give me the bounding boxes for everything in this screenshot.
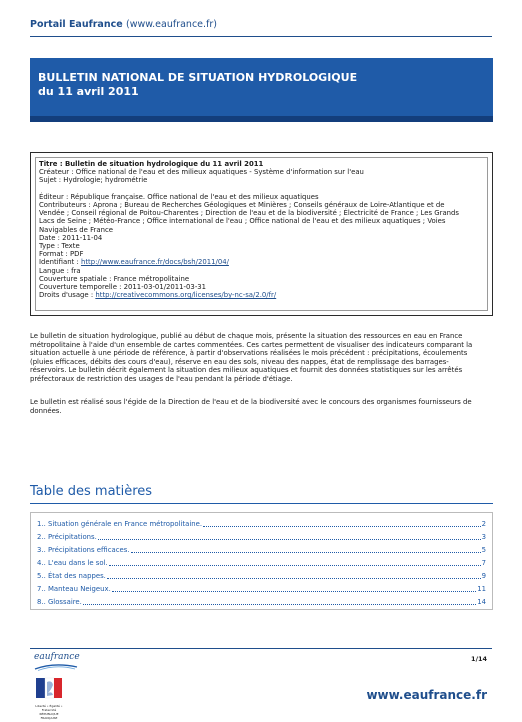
- marianne-flag-icon: [34, 676, 64, 704]
- credit-line: Le bulletin est réalisé sous l'égide de la Direction de l'eau et de la biodiversité avec le concours des organismes fournisseurs de: [30, 398, 472, 406]
- intro-paragraph: [30, 332, 493, 384]
- meta-createur: Créateur : Office national de l'eau et des milieux aquatiques - Système d'information sur l'eau: [39, 168, 364, 177]
- toc-entry-label: 4.. L'eau dans le sol.: [37, 559, 108, 567]
- toc-entry[interactable]: [37, 559, 486, 568]
- intro-line: réservoirs. Le bulletin décrit également la situation des milieux aquatiques et fournit des données statistiques sur les arrêtés: [30, 366, 463, 375]
- toc-entry[interactable]: [37, 520, 486, 529]
- toc-box: [30, 512, 493, 610]
- republique-caption: Liberté • Égalité • Fraternité RÉPUBLIQUE FRANÇAISE: [35, 704, 63, 720]
- toc-entry-label: 7.. Manteau Neigeux.: [37, 585, 111, 593]
- toc-entry-page: 9: [481, 572, 486, 580]
- bulletin-title: [38, 71, 357, 99]
- meta-couverture-temporelle: Couverture temporelle : 2011-03-01/2011-03-31: [39, 283, 207, 292]
- marianne-logo: [34, 676, 64, 720]
- toc-entry-label: 8.. Glossaire.: [37, 598, 82, 606]
- meta-contributeurs-3: Lacs de Seine ; Météo-France ; Office international de l'eau ; Office national de l'eau et des milieux aquatiques ; Voies: [39, 217, 446, 226]
- meta-format: Format : PDF: [39, 250, 84, 259]
- bulletin-title-line2: du 11 avril 2011: [38, 85, 139, 98]
- eaufrance-logo: eaufrance: [34, 652, 80, 662]
- toc-leader: [131, 552, 481, 553]
- page-number: 1/14: [471, 655, 487, 663]
- toc-entry-label: 5.. État des nappes.: [37, 572, 106, 580]
- metadata-box: [30, 152, 493, 316]
- droits-link[interactable]: http://creativecommons.org/licenses/by-nc-sa/2.0/fr/: [95, 291, 277, 300]
- eaufrance-swoosh-icon: [34, 663, 78, 671]
- toc-entry-label: 2.. Précipitations.: [37, 533, 97, 541]
- meta-langue: Langue : fra: [39, 266, 81, 275]
- toc-entry-page: 7: [481, 559, 486, 567]
- meta-sujet: Sujet : Hydrologie; hydrométrie: [39, 176, 148, 185]
- toc-entry-page: 5: [481, 546, 486, 554]
- meta-date: Date : 2011-11-04: [39, 233, 103, 242]
- toc-leader: [112, 591, 476, 592]
- header-divider: [30, 36, 492, 37]
- toc-entry-label: 1.. Situation générale en France métropolitaine.: [37, 520, 203, 528]
- meta-spacer: [39, 185, 484, 193]
- intro-line: Le bulletin de situation hydrologique, publié au début de chaque mois, présente la situation des ressources en eau en France: [30, 332, 463, 340]
- toc-leader: [203, 526, 481, 527]
- toc-entry-page: 3: [481, 533, 486, 541]
- toc-divider: [30, 503, 493, 504]
- toc-leader: [107, 578, 481, 579]
- meta-editeur: Éditeur : République française. Office national de l'eau et des milieux aquatiques: [39, 192, 319, 201]
- toc-entry[interactable]: [37, 546, 486, 555]
- portal-header: [30, 19, 217, 30]
- meta-contributeurs-2: Vendée ; Conseil régional de Poitou-Charentes ; Direction de l'eau et de la biodiversité ; Électricité de France ; Les Grands: [39, 209, 460, 218]
- intro-line: métropolitaine à l'aide d'un ensemble de cartes commentées. Ces cartes permettent de visualiser des indicateurs comparant la: [30, 340, 473, 349]
- toc-entry-page: 11: [477, 585, 486, 593]
- toc-leader: [83, 604, 476, 605]
- toc-entry[interactable]: [37, 598, 486, 607]
- bulletin-title-line1: BULLETIN NATIONAL DE SITUATION HYDROLOGIQUE: [38, 71, 358, 84]
- toc-heading: Table des matières: [30, 484, 153, 499]
- portal-name: Portail Eaufrance: [30, 19, 123, 30]
- meta-droits-label: Droits d'usage :: [39, 291, 96, 300]
- credit-paragraph: [30, 398, 493, 415]
- metadata-inner: [35, 157, 488, 311]
- intro-line: (pluies efficaces, débits des cours d'eau), réserve en eau des sols, niveau des nappes, état de remplissage des barrages-: [30, 357, 449, 366]
- toc-entry-label: 3.. Précipitations efficaces.: [37, 546, 130, 554]
- credit-line: données.: [30, 406, 62, 415]
- meta-identifiant: [39, 258, 484, 266]
- intro-line: situation actuelle à une période de référence, à partir d'observations réalisées le mois précédent : précipitations, écoulements: [30, 349, 468, 358]
- meta-titre: Titre : Bulletin de situation hydrologique du 11 avril 2011: [39, 160, 264, 168]
- toc-entry[interactable]: [37, 572, 486, 581]
- meta-contributeurs-4: Navigables de France: [39, 225, 113, 234]
- toc-leader: [109, 565, 481, 566]
- meta-droits: [39, 291, 484, 299]
- toc-leader: [98, 539, 481, 540]
- toc-entry[interactable]: [37, 585, 486, 594]
- footer-divider: [30, 648, 492, 649]
- toc-entry-page: 14: [477, 598, 486, 606]
- meta-identifiant-label: Identifiant :: [39, 258, 81, 267]
- portal-url[interactable]: (www.eaufrance.fr): [126, 19, 217, 30]
- identifiant-link[interactable]: http://www.eaufrance.fr/docs/bsh/2011/04/: [80, 258, 229, 267]
- title-banner: [30, 58, 493, 122]
- toc-entry[interactable]: [37, 533, 486, 542]
- intro-line: préfectoraux de restriction des usages de l'eau pendant la période d'étiage.: [30, 374, 293, 383]
- toc-entry-page: 2: [481, 520, 486, 528]
- meta-contributeurs-1: Contributeurs : Aprona ; Bureau de Recherches Géologiques et Minières ; Conseils généraux de Loire-Atlantique et de: [39, 201, 445, 209]
- footer-url-link[interactable]: www.eaufrance.fr: [366, 688, 487, 702]
- meta-couverture-spatiale: Couverture spatiale : France métropolitaine: [39, 274, 190, 283]
- meta-type: Type : Texte: [39, 242, 80, 251]
